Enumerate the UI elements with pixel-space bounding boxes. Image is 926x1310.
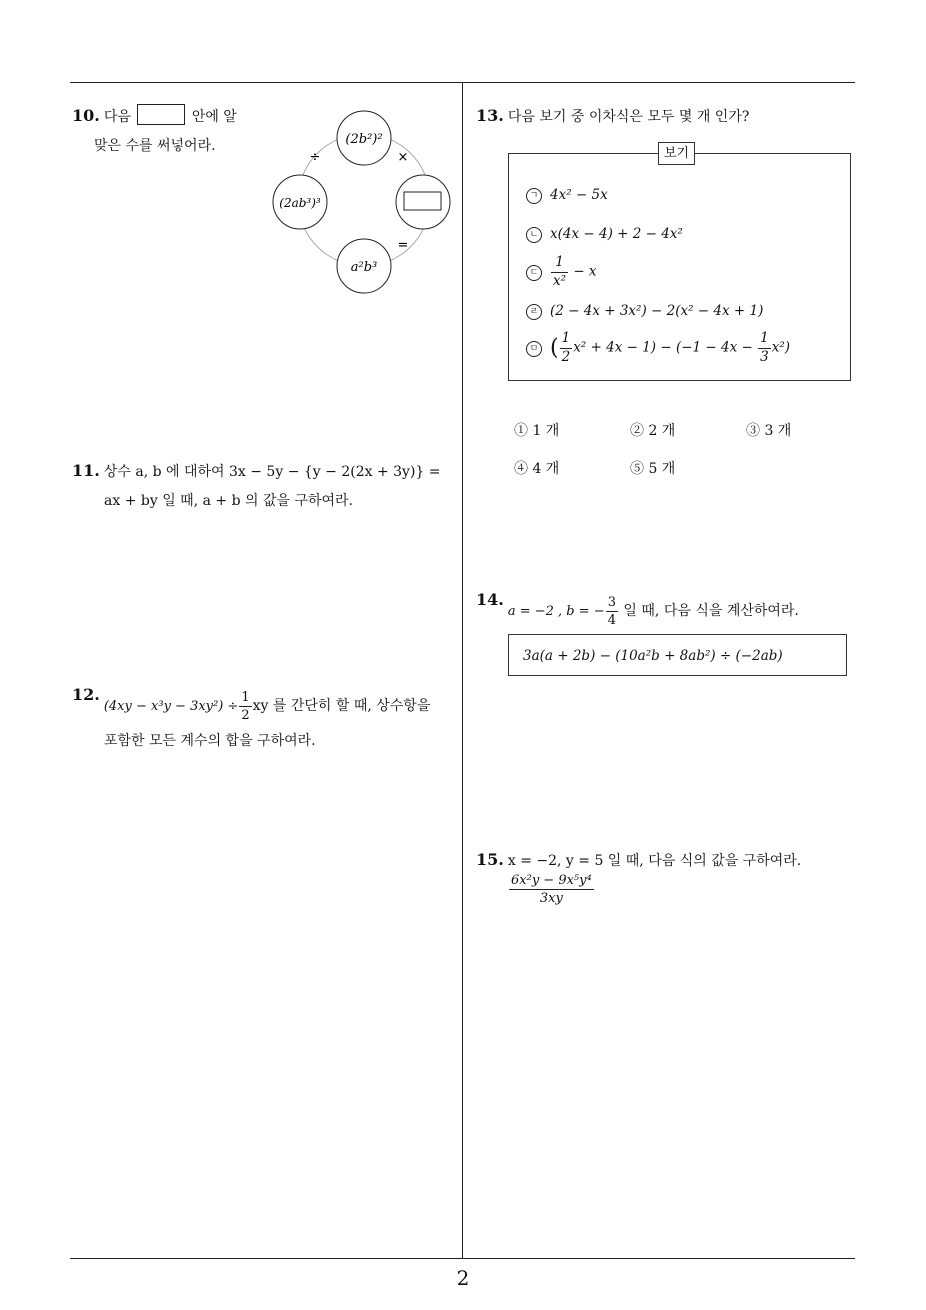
math-expression: − x	[573, 263, 597, 280]
question-text: 안에 알	[191, 109, 237, 125]
question-number: 12.	[72, 685, 100, 704]
question-number: 15.	[476, 850, 504, 869]
math-expression: (2 − 4x + 3x²) − 2(x² − 4x + 1)	[550, 303, 764, 319]
question-10	[72, 101, 272, 161]
choice-3[interactable]: ③ 3 개	[746, 423, 792, 439]
fraction-denominator: 3	[760, 348, 769, 365]
question-text: 맞은 수를 써넣어라.	[94, 138, 216, 154]
page-number: 2	[456, 1266, 470, 1290]
question-11	[72, 456, 462, 516]
fraction	[758, 332, 771, 364]
node-bottom-label: a²b³	[350, 260, 378, 275]
fraction-numerator: 1	[241, 689, 250, 705]
question-14	[476, 580, 856, 632]
question-text: xy 를 간단히 할 때, 상수항을	[252, 698, 431, 714]
column-divider	[462, 82, 463, 1258]
item-marker: ㄱ	[526, 188, 542, 204]
fraction-denominator: 3xy	[539, 891, 563, 906]
question-12	[72, 675, 462, 756]
example-box-title: 보기	[658, 142, 695, 165]
expression-box: 3a(a + 2b) − (10a²b + 8ab²) ÷ (−2ab)	[508, 634, 847, 676]
question-text: 상수 a, b 에 대하여 3x − 5y − {y − 2(2x + 3y)} =	[103, 464, 441, 480]
node-left-label: (2ab³)³	[279, 196, 321, 210]
list-item	[526, 332, 790, 364]
fraction-numerator: 6x²y − 9x⁵y⁴	[511, 873, 592, 888]
list-item	[526, 226, 683, 243]
math-expression: a = −2 , b = −	[507, 604, 605, 619]
multiply-operator: ×	[397, 150, 409, 165]
answer-blank-box	[137, 104, 185, 125]
choice-1[interactable]: ① 1 개	[514, 423, 560, 439]
fraction-numerator: 1	[551, 256, 568, 273]
fraction-numerator: 1	[560, 332, 573, 349]
fraction	[560, 332, 573, 364]
fraction	[509, 874, 594, 905]
node-top-label: (2b²)²	[345, 132, 383, 147]
fraction-denominator: x²	[553, 272, 567, 289]
question-number: 14.	[476, 590, 504, 609]
fraction-denominator: 4	[607, 612, 616, 628]
math-expression: x² + 4x − 1) − (−1 − 4x −	[573, 339, 753, 356]
item-marker: ㅁ	[526, 341, 542, 357]
list-item	[526, 256, 597, 288]
item-marker: ㄴ	[526, 227, 542, 243]
fraction-denominator: 2	[561, 348, 571, 365]
fraction-numerator: 1	[758, 332, 771, 349]
equals-operator: =	[397, 238, 409, 253]
question-text: 다음	[103, 109, 131, 125]
list-item	[526, 303, 763, 320]
bottom-rule	[70, 1258, 855, 1259]
fraction-numerator: 3	[607, 594, 616, 610]
question-15	[476, 845, 856, 905]
list-item	[526, 187, 608, 204]
math-expression: 4x² − 5x	[550, 187, 608, 203]
math-expression: (	[550, 335, 559, 361]
fraction-denominator: 2	[241, 707, 250, 723]
question-text: 다음 보기 중 이차식은 모두 몇 개 인가?	[507, 109, 750, 125]
choice-2[interactable]: ② 2 개	[630, 423, 676, 439]
question-13	[476, 101, 846, 132]
item-marker: ㄷ	[526, 265, 542, 281]
operation-cycle-diagram	[262, 110, 462, 295]
question-number: 13.	[476, 106, 504, 125]
item-marker: ㄹ	[526, 304, 542, 320]
fraction-wrap	[476, 874, 856, 905]
divide-operator: ÷	[309, 150, 321, 165]
choice-4[interactable]: ④ 4 개	[514, 461, 560, 477]
question-text: ax + by 일 때, a + b 의 값을 구하여라.	[104, 493, 354, 509]
math-expression: (4xy − x³y − 3xy²) ÷	[103, 699, 239, 714]
fraction	[551, 256, 568, 288]
math-expression: x²)	[771, 339, 791, 356]
question-text: 일 때, 다음 식을 계산하여라.	[623, 603, 799, 619]
choice-5[interactable]: ⑤ 5 개	[630, 461, 676, 477]
example-box	[508, 146, 851, 381]
fraction	[606, 596, 618, 627]
fraction	[239, 691, 251, 722]
question-number: 10.	[72, 106, 100, 125]
math-expression: x(4x − 4) + 2 − 4x²	[550, 226, 683, 242]
question-number: 11.	[72, 461, 100, 480]
question-text: x = −2, y = 5 일 때, 다음 식의 값을 구하여라.	[507, 853, 802, 869]
question-text: 포함한 모든 계수의 합을 구하여라.	[104, 733, 316, 749]
